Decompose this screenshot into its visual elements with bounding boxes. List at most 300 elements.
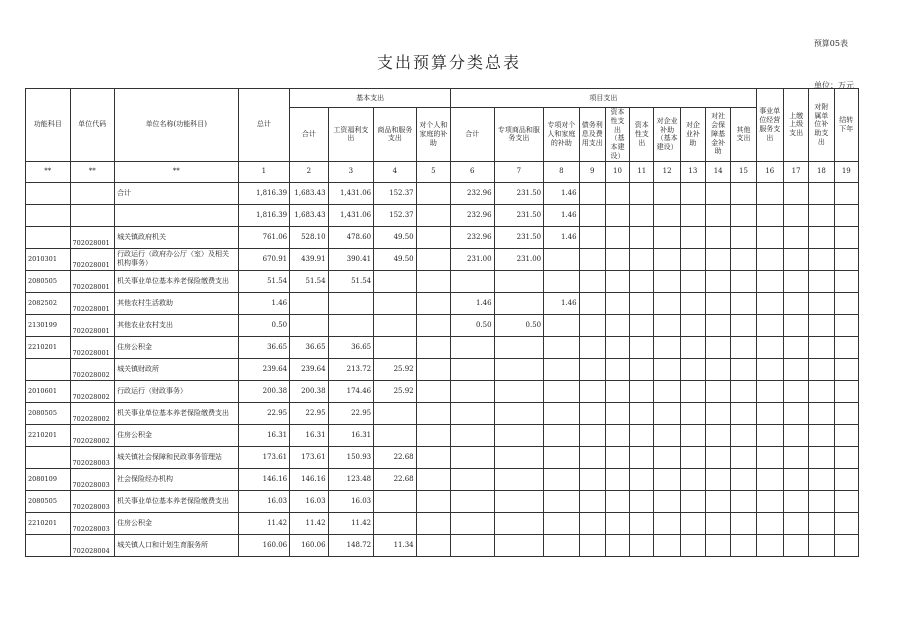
empty-cell — [706, 248, 731, 270]
empty-cell — [680, 314, 705, 336]
header-enterprise: 事业单位经营服务支出 — [756, 89, 783, 162]
amount-cell: 761.06 — [238, 226, 290, 248]
header-project-sub: 资本性支出（基本建设） — [605, 108, 629, 162]
func-subject-cell: 2080505 — [26, 402, 71, 424]
empty-cell — [654, 204, 680, 226]
empty-cell — [706, 182, 731, 204]
empty-cell — [605, 446, 629, 468]
amount-cell — [416, 402, 450, 424]
unit-code-cell: 702028001 — [70, 314, 115, 336]
table-row — [26, 512, 859, 534]
amount-cell — [328, 314, 374, 336]
amount-cell: 36.65 — [238, 336, 290, 358]
unit-code-cell: 702028003 — [70, 490, 115, 512]
header-carry: 结转下年 — [834, 89, 858, 162]
amount-cell — [416, 534, 450, 556]
amount-cell: 232.96 — [451, 182, 495, 204]
amount-cell — [494, 270, 544, 292]
empty-cell — [706, 424, 731, 446]
amount-cell: 36.65 — [328, 336, 374, 358]
amount-cell: 231.00 — [494, 248, 544, 270]
empty-cell — [731, 314, 756, 336]
empty-cell — [834, 270, 858, 292]
empty-cell — [809, 314, 834, 336]
empty-cell — [630, 534, 654, 556]
amount-cell: 11.42 — [328, 512, 374, 534]
unit-name-cell: 社会保险经办机构 — [115, 468, 238, 490]
amount-cell: 231.50 — [494, 226, 544, 248]
empty-cell — [630, 270, 654, 292]
empty-cell — [680, 270, 705, 292]
col-number: 10 — [605, 161, 629, 182]
unit-name-cell — [115, 204, 238, 226]
empty-cell — [654, 468, 680, 490]
empty-cell — [706, 204, 731, 226]
amount-cell — [451, 534, 495, 556]
table-row — [26, 468, 859, 490]
amount-cell: 173.61 — [238, 446, 290, 468]
empty-cell — [731, 380, 756, 402]
empty-cell — [783, 226, 808, 248]
amount-cell: 439.91 — [290, 248, 328, 270]
table-row — [26, 446, 859, 468]
amount-cell — [494, 424, 544, 446]
empty-cell — [756, 358, 783, 380]
header-unit-code: 单位代码 — [70, 89, 115, 162]
amount-cell: 25.92 — [374, 358, 417, 380]
empty-cell — [706, 226, 731, 248]
empty-cell — [809, 468, 834, 490]
budget-table — [25, 88, 859, 557]
amount-cell — [451, 358, 495, 380]
amount-cell: 11.42 — [290, 512, 328, 534]
header-project-sub: 对企业补助 — [680, 108, 705, 162]
amount-cell: 51.54 — [238, 270, 290, 292]
amount-cell: 1,683.43 — [290, 204, 328, 226]
amount-cell — [374, 424, 417, 446]
amount-cell: 146.16 — [290, 468, 328, 490]
empty-cell — [783, 270, 808, 292]
empty-cell — [731, 468, 756, 490]
col-number: 16 — [756, 161, 783, 182]
empty-cell — [783, 534, 808, 556]
amount-cell — [416, 468, 450, 490]
empty-cell — [834, 402, 858, 424]
empty-cell — [680, 292, 705, 314]
unit-name-cell: 机关事业单位基本养老保险缴费支出 — [115, 490, 238, 512]
unit-code-cell: 702028004 — [70, 534, 115, 556]
header-basic-sub: 商品和服务支出 — [374, 108, 417, 162]
empty-cell — [731, 226, 756, 248]
empty-cell — [783, 424, 808, 446]
amount-cell — [544, 424, 579, 446]
col-number: 14 — [706, 161, 731, 182]
func-subject-cell — [26, 358, 71, 380]
header-sub-unit: 对附属单位补助支出 — [809, 89, 834, 162]
empty-cell — [731, 270, 756, 292]
empty-cell — [706, 446, 731, 468]
amount-cell: 22.95 — [238, 402, 290, 424]
empty-cell — [834, 490, 858, 512]
amount-cell: 123.48 — [328, 468, 374, 490]
empty-cell — [731, 534, 756, 556]
amount-cell — [416, 446, 450, 468]
table-row — [26, 402, 859, 424]
amount-cell: 1.46 — [238, 292, 290, 314]
col-number: 11 — [630, 161, 654, 182]
empty-cell — [783, 336, 808, 358]
amount-cell: 1.46 — [451, 292, 495, 314]
empty-cell — [654, 292, 680, 314]
empty-cell — [630, 248, 654, 270]
amount-cell — [544, 490, 579, 512]
empty-cell — [630, 358, 654, 380]
empty-cell — [731, 292, 756, 314]
empty-cell — [605, 490, 629, 512]
amount-cell: 22.68 — [374, 446, 417, 468]
empty-cell — [680, 468, 705, 490]
unit-name-cell: 城关镇社会保障和民政事务管理站 — [115, 446, 238, 468]
empty-cell — [605, 358, 629, 380]
empty-cell — [579, 182, 605, 204]
empty-cell — [605, 424, 629, 446]
empty-cell — [680, 248, 705, 270]
empty-cell — [783, 402, 808, 424]
amount-cell: 1,816.39 — [238, 204, 290, 226]
empty-cell — [654, 248, 680, 270]
empty-cell — [706, 358, 731, 380]
unit-code-cell: 702028002 — [70, 424, 115, 446]
unit-name-cell: 城关镇财政所 — [115, 358, 238, 380]
empty-cell — [605, 402, 629, 424]
header-basic-sub: 工资福利支出 — [328, 108, 374, 162]
empty-cell — [654, 182, 680, 204]
table-row — [26, 226, 859, 248]
header-project-sub: 债务利息及费用支出 — [579, 108, 605, 162]
amount-cell — [451, 336, 495, 358]
empty-cell — [680, 226, 705, 248]
amount-cell — [416, 424, 450, 446]
page-title: 支出预算分类总表 — [376, 53, 521, 72]
table-row — [26, 380, 859, 402]
amount-cell — [451, 424, 495, 446]
empty-cell — [579, 534, 605, 556]
amount-cell: 1,431.06 — [328, 182, 374, 204]
amount-cell: 25.92 — [374, 380, 417, 402]
empty-cell — [731, 336, 756, 358]
empty-cell — [579, 512, 605, 534]
column-number-row — [26, 161, 859, 182]
amount-cell: 0.50 — [494, 314, 544, 336]
empty-cell — [579, 358, 605, 380]
empty-cell — [654, 226, 680, 248]
unit-code-cell — [70, 204, 115, 226]
empty-cell — [783, 490, 808, 512]
empty-cell — [809, 424, 834, 446]
empty-cell — [756, 380, 783, 402]
empty-cell — [809, 380, 834, 402]
amount-cell — [451, 512, 495, 534]
header-project-sub: 资本性支出 — [630, 108, 654, 162]
col-number: 6 — [451, 161, 495, 182]
empty-cell — [680, 490, 705, 512]
amount-cell — [494, 402, 544, 424]
amount-cell: 22.68 — [374, 468, 417, 490]
amount-cell — [374, 336, 417, 358]
empty-cell — [605, 248, 629, 270]
unit-code-cell: 702028001 — [70, 270, 115, 292]
empty-cell — [654, 270, 680, 292]
empty-cell — [680, 402, 705, 424]
amount-cell: 160.06 — [238, 534, 290, 556]
empty-cell — [579, 270, 605, 292]
header-basic-sub: 对个人和家庭的补助 — [416, 108, 450, 162]
empty-cell — [579, 446, 605, 468]
empty-cell — [783, 314, 808, 336]
table-row — [26, 336, 859, 358]
header-basic: 基本支出 — [290, 89, 451, 108]
amount-cell: 173.61 — [290, 446, 328, 468]
empty-cell — [630, 182, 654, 204]
amount-cell: 0.50 — [238, 314, 290, 336]
unit-name-cell: 住房公积金 — [115, 336, 238, 358]
empty-cell — [809, 248, 834, 270]
empty-cell — [605, 292, 629, 314]
empty-cell — [834, 314, 858, 336]
empty-cell — [630, 380, 654, 402]
empty-cell — [630, 446, 654, 468]
empty-cell — [706, 314, 731, 336]
amount-cell — [374, 402, 417, 424]
amount-cell — [494, 468, 544, 490]
func-subject-cell — [26, 534, 71, 556]
empty-cell — [731, 204, 756, 226]
empty-cell — [783, 248, 808, 270]
empty-cell — [809, 182, 834, 204]
amount-cell: 0.50 — [451, 314, 495, 336]
empty-cell — [756, 248, 783, 270]
unit-name-cell: 行政运行（财政事务） — [115, 380, 238, 402]
amount-cell: 1.46 — [544, 292, 579, 314]
empty-cell — [706, 292, 731, 314]
amount-cell — [544, 512, 579, 534]
empty-cell — [809, 204, 834, 226]
empty-cell — [756, 292, 783, 314]
amount-cell: 16.03 — [328, 490, 374, 512]
star-cell: ** — [115, 161, 238, 182]
unit-code-cell: 702028002 — [70, 402, 115, 424]
amount-cell — [416, 248, 450, 270]
table-row — [26, 204, 859, 226]
unit-code-cell: 702028001 — [70, 292, 115, 314]
amount-cell: 231.50 — [494, 204, 544, 226]
table-row — [26, 248, 859, 270]
amount-cell: 232.96 — [451, 226, 495, 248]
header-project-sub: 对社会保障基金补助 — [706, 108, 731, 162]
amount-cell: 478.60 — [328, 226, 374, 248]
empty-cell — [834, 182, 858, 204]
amount-cell — [494, 292, 544, 314]
empty-cell — [809, 336, 834, 358]
empty-cell — [680, 380, 705, 402]
empty-cell — [579, 424, 605, 446]
form-number: 预算05表 — [813, 39, 848, 48]
unit-name-cell: 其他农村生活救助 — [115, 292, 238, 314]
func-subject-cell: 2210201 — [26, 512, 71, 534]
empty-cell — [809, 292, 834, 314]
amount-cell — [451, 446, 495, 468]
amount-cell — [544, 402, 579, 424]
empty-cell — [680, 512, 705, 534]
empty-cell — [605, 314, 629, 336]
col-number: 18 — [809, 161, 834, 182]
empty-cell — [654, 446, 680, 468]
empty-cell — [706, 534, 731, 556]
col-number: 7 — [494, 161, 544, 182]
empty-cell — [731, 182, 756, 204]
amount-cell: 11.42 — [238, 512, 290, 534]
empty-cell — [706, 468, 731, 490]
empty-cell — [579, 314, 605, 336]
star-cell: ** — [70, 161, 115, 182]
empty-cell — [809, 490, 834, 512]
amount-cell: 152.37 — [374, 204, 417, 226]
unit-code-cell: 702028001 — [70, 336, 115, 358]
amount-cell — [416, 292, 450, 314]
amount-cell — [416, 336, 450, 358]
header-project-sub: 其他支出 — [731, 108, 756, 162]
empty-cell — [834, 424, 858, 446]
unit-code-cell: 702028002 — [70, 380, 115, 402]
empty-cell — [756, 402, 783, 424]
func-subject-cell — [26, 204, 71, 226]
unit-name-cell: 住房公积金 — [115, 424, 238, 446]
amount-cell — [451, 402, 495, 424]
empty-cell — [579, 490, 605, 512]
empty-cell — [783, 380, 808, 402]
header-project-sub: 专项对个人和家庭的补助 — [544, 108, 579, 162]
star-cell: ** — [26, 161, 71, 182]
table-row — [26, 424, 859, 446]
empty-cell — [756, 446, 783, 468]
amount-cell — [451, 270, 495, 292]
empty-cell — [605, 182, 629, 204]
empty-cell — [706, 380, 731, 402]
amount-cell — [494, 490, 544, 512]
empty-cell — [654, 380, 680, 402]
amount-cell — [544, 336, 579, 358]
unit-code-cell: 702028003 — [70, 468, 115, 490]
empty-cell — [783, 468, 808, 490]
empty-cell — [809, 446, 834, 468]
unit-code-cell: 702028003 — [70, 446, 115, 468]
table-row — [26, 182, 859, 204]
amount-cell — [416, 358, 450, 380]
col-number: 3 — [328, 161, 374, 182]
func-subject-cell: 2210201 — [26, 336, 71, 358]
amount-cell — [544, 314, 579, 336]
empty-cell — [706, 336, 731, 358]
amount-cell: 16.31 — [328, 424, 374, 446]
func-subject-cell: 2080505 — [26, 270, 71, 292]
empty-cell — [731, 512, 756, 534]
empty-cell — [605, 468, 629, 490]
empty-cell — [706, 270, 731, 292]
unit-name-cell: 合计 — [115, 182, 238, 204]
empty-cell — [834, 226, 858, 248]
empty-cell — [809, 226, 834, 248]
amount-cell: 11.34 — [374, 534, 417, 556]
empty-cell — [783, 446, 808, 468]
empty-cell — [579, 402, 605, 424]
amount-cell: 1.46 — [544, 182, 579, 204]
amount-cell — [451, 468, 495, 490]
empty-cell — [680, 446, 705, 468]
func-subject-cell: 2010301 — [26, 248, 71, 270]
empty-cell — [654, 336, 680, 358]
col-number: 8 — [544, 161, 579, 182]
col-number: 17 — [783, 161, 808, 182]
func-subject-cell — [26, 226, 71, 248]
table-row — [26, 358, 859, 380]
amount-cell: 36.65 — [290, 336, 328, 358]
amount-cell: 231.00 — [451, 248, 495, 270]
func-subject-cell: 2130199 — [26, 314, 71, 336]
empty-cell — [756, 490, 783, 512]
empty-cell — [579, 336, 605, 358]
col-number: 15 — [731, 161, 756, 182]
unit-code-cell: 702028001 — [70, 248, 115, 270]
amount-cell: 390.41 — [328, 248, 374, 270]
empty-cell — [731, 446, 756, 468]
empty-cell — [834, 512, 858, 534]
col-number: 9 — [579, 161, 605, 182]
table-row — [26, 490, 859, 512]
table-row — [26, 270, 859, 292]
empty-cell — [654, 314, 680, 336]
empty-cell — [579, 248, 605, 270]
func-subject-cell: 2080505 — [26, 490, 71, 512]
amount-cell: 200.38 — [290, 380, 328, 402]
empty-cell — [783, 182, 808, 204]
func-subject-cell: 2080109 — [26, 468, 71, 490]
empty-cell — [756, 468, 783, 490]
header-project: 项目支出 — [451, 89, 757, 108]
amount-cell: 231.50 — [494, 182, 544, 204]
empty-cell — [783, 292, 808, 314]
header-func-subject: 功能科目 — [26, 89, 71, 162]
header-project-sub: 专项商品和服务支出 — [494, 108, 544, 162]
empty-cell — [605, 226, 629, 248]
unit-code-cell: 702028002 — [70, 358, 115, 380]
amount-cell: 51.54 — [328, 270, 374, 292]
empty-cell — [731, 424, 756, 446]
empty-cell — [579, 204, 605, 226]
amount-cell — [328, 292, 374, 314]
amount-cell — [494, 336, 544, 358]
empty-cell — [756, 204, 783, 226]
amount-cell: 49.50 — [374, 226, 417, 248]
empty-cell — [654, 490, 680, 512]
empty-cell — [680, 358, 705, 380]
amount-cell: 1,683.43 — [290, 182, 328, 204]
amount-cell: 51.54 — [290, 270, 328, 292]
empty-cell — [756, 336, 783, 358]
empty-cell — [783, 358, 808, 380]
col-number: 12 — [654, 161, 680, 182]
amount-cell: 200.38 — [238, 380, 290, 402]
header-project-sub: 对企业补助（基本建设） — [654, 108, 680, 162]
